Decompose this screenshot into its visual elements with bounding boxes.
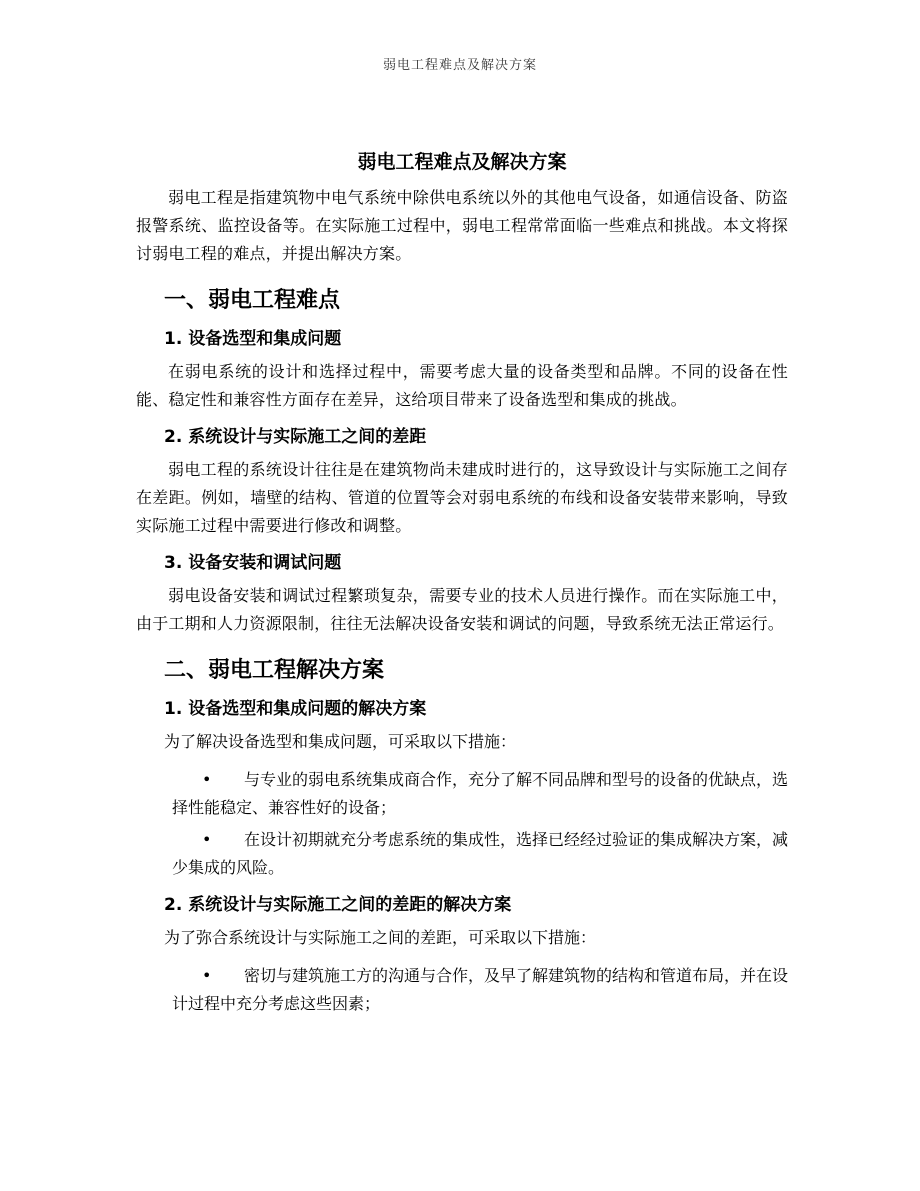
paragraph-device-selection: 在弱电系统的设计和选择过程中，需要考虑大量的设备类型和品牌。不同的设备在性能、稳定性和兼容性方面存在差异，这给项目带来了设备选型和集成的挑战。: [136, 362, 788, 409]
subheading-installation: 3. 设备安装和调试问题: [164, 553, 342, 573]
list-item: • 密切与建筑施工方的沟通与合作，及早了解建筑物的结构和管道布局，并在设计过程中充分考虑这些因素；: [172, 962, 788, 1018]
subheading-device-selection: 1. 设备选型和集成问题: [164, 329, 342, 349]
section-heading-difficulties: 一、弱电工程难点: [164, 288, 341, 313]
bullet-list-design-gap: [136, 962, 788, 1018]
bullet-list-device-selection: [136, 766, 788, 882]
document-body: [136, 147, 788, 1022]
bullet-icon: •: [202, 770, 212, 789]
bullet-icon: •: [202, 830, 212, 849]
bullet-icon: •: [202, 966, 212, 985]
lead-solution-design-gap: 为了弥合系统设计与实际施工之间的差距，可采取以下措施：: [164, 928, 597, 947]
paragraph-installation: 弱电设备安装和调试过程繁琐复杂，需要专业的技术人员进行操作。而在实际施工中，由于工期和人力资源限制，往往无法解决设备安装和调试的问题，导致系统无法正常运行。: [136, 586, 788, 633]
subheading-solution-device-selection: 1. 设备选型和集成问题的解决方案: [164, 699, 427, 719]
subheading-design-gap: 2. 系统设计与实际施工之间的差距: [164, 427, 427, 447]
paragraph-design-gap: 弱电工程的系统设计往往是在建筑物尚未建成时进行的，这导致设计与实际施工之间存在差距。例如，墙壁的结构、管道的位置等会对弱电系统的布线和设备安装带来影响，导致实际施工过程中需要进行修改和调整。: [136, 460, 788, 535]
document-title: 弱电工程难点及解决方案: [357, 151, 567, 173]
lead-solution-device-selection: 为了解决设备选型和集成问题，可采取以下措施：: [164, 732, 517, 751]
subheading-solution-design-gap: 2. 系统设计与实际施工之间的差距的解决方案: [164, 895, 512, 915]
section-heading-solutions: 二、弱电工程解决方案: [164, 658, 385, 683]
list-item: • 在设计初期就充分考虑系统的集成性，选择已经经过验证的集成解决方案，减少集成的风险。: [172, 826, 788, 882]
list-item: • 与专业的弱电系统集成商合作，充分了解不同品牌和型号的设备的优缺点，选择性能稳定、兼容性好的设备；: [172, 766, 788, 822]
running-header: 弱电工程难点及解决方案: [382, 58, 537, 73]
intro-paragraph: 弱电工程是指建筑物中电气系统中除供电系统以外的其他电气设备，如通信设备、防盗报警系统、监控设备等。在实际施工过程中，弱电工程常常面临一些难点和挑战。本文将探讨弱电工程的难点，并提出解决方案。: [136, 188, 788, 263]
